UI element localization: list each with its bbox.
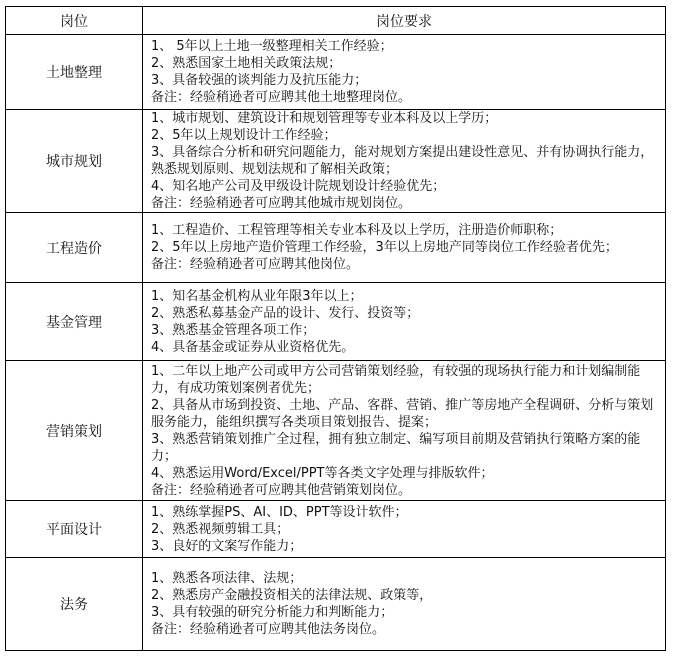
requirement-line: 1、熟练掌握PS、AI、ID、PPT等设计软件； <box>151 504 408 520</box>
requirement-line: 2、具备从市场到投资、土地、产品、客群、营销、推广等房地产全程调研、分析与策划服务能力，能组织撰写各类项目策划报告、提案； <box>151 397 654 430</box>
table-row <box>6 110 666 213</box>
header-requirements: 岗位要求 <box>143 7 666 35</box>
requirement-line: 1、知名基金机构从业年限3年以上； <box>151 288 363 304</box>
requirement-line: 2、熟悉私募基金产品的设计、发行、投资等； <box>151 305 420 321</box>
requirement-line: 3、具备综合分析和研究问题能力，能对规划方案提出建设性意见、并有协调执行能力，熟悉规划原则、规划法规和了解相关政策； <box>151 145 654 177</box>
requirement-line: 备注：经验稍逊者可应聘其他岗位。 <box>151 257 360 272</box>
job-requirements-table-container <box>5 6 665 651</box>
requirements-cell <box>143 110 666 213</box>
table-row <box>6 558 666 651</box>
requirement-line: 备注：经验稍逊者可应聘其他土地整理岗位。 <box>151 90 412 105</box>
requirement-line: 3、熟悉营销策划推广全过程，拥有独立制定、编写项目前期及营销执行策略方案的能力； <box>151 431 641 464</box>
requirement-line: 1、熟悉各项法律、法规； <box>151 571 303 586</box>
requirement-line: 3、熟悉基金管理各项工作； <box>151 322 316 338</box>
requirement-line: 4、知名地产公司及甲级设计院规划设计经验优先； <box>151 179 446 194</box>
requirement-line: 4、熟悉运用Word/Excel/PPT等各类文字处理与排版软件； <box>151 465 494 481</box>
requirements-cell <box>143 558 666 651</box>
requirement-line: 备注：经验稍逊者可应聘其他城市规划岗位。 <box>151 196 412 211</box>
requirement-line: 3、具有较强的研究分析能力和判断能力； <box>151 605 394 620</box>
requirement-line: 备注：经验稍逊者可应聘其他法务岗位。 <box>151 622 386 637</box>
position-cell: 基金管理 <box>6 283 143 361</box>
requirement-line: 2、熟悉国家土地相关政策法规； <box>151 56 342 71</box>
position-cell: 土地整理 <box>6 35 143 110</box>
requirement-line: 1、工程造价、工程管理等相关专业本科及以上学历，注册造价师职称； <box>151 223 563 238</box>
requirements-cell <box>143 213 666 283</box>
position-cell: 法务 <box>6 558 143 651</box>
requirement-line: 3、良好的文案写作能力； <box>151 538 303 554</box>
position-cell: 城市规划 <box>6 110 143 213</box>
requirement-line: 2、熟悉视频剪辑工具； <box>151 521 290 537</box>
requirements-cell <box>143 501 666 558</box>
requirement-line: 2、5年以上房地产造价管理工作经验，3年以上房地产同等岗位工作经验者优先； <box>151 240 618 255</box>
requirement-line: 1、 5年以上土地一级整理相关工作经验； <box>151 39 393 54</box>
requirements-cell <box>143 361 666 501</box>
requirement-line: 2、5年以上规划设计工作经验； <box>151 128 337 143</box>
requirement-line: 2、熟悉房产金融投资相关的法律法规、政策等， <box>151 588 433 603</box>
position-cell: 营销策划 <box>6 361 143 501</box>
requirement-line: 4、具备基金或证券从业资格优先。 <box>151 339 355 355</box>
requirement-line: 3、具备较强的谈判能力及抗压能力； <box>151 73 368 88</box>
position-cell: 工程造价 <box>6 213 143 283</box>
requirement-line: 1、二年以上地产公司或甲方公司营销策划经验，有较强的现场执行能力和计划编制能力，有成功策划案例者优先； <box>151 363 641 396</box>
table-row <box>6 361 666 501</box>
header-position: 岗位 <box>6 7 143 35</box>
table-header-row <box>6 7 666 35</box>
position-cell: 平面设计 <box>6 501 143 558</box>
table-row <box>6 213 666 283</box>
requirements-cell <box>143 283 666 361</box>
requirement-line: 备注：经验稍逊者可应聘其他营销策划岗位。 <box>151 482 412 498</box>
requirements-cell <box>143 35 666 110</box>
table-row <box>6 501 666 558</box>
table-row <box>6 35 666 110</box>
requirement-line: 1、城市规划、建筑设计和规划管理等专业本科及以上学历； <box>151 111 498 126</box>
job-requirements-table <box>5 6 666 651</box>
table-row <box>6 283 666 361</box>
